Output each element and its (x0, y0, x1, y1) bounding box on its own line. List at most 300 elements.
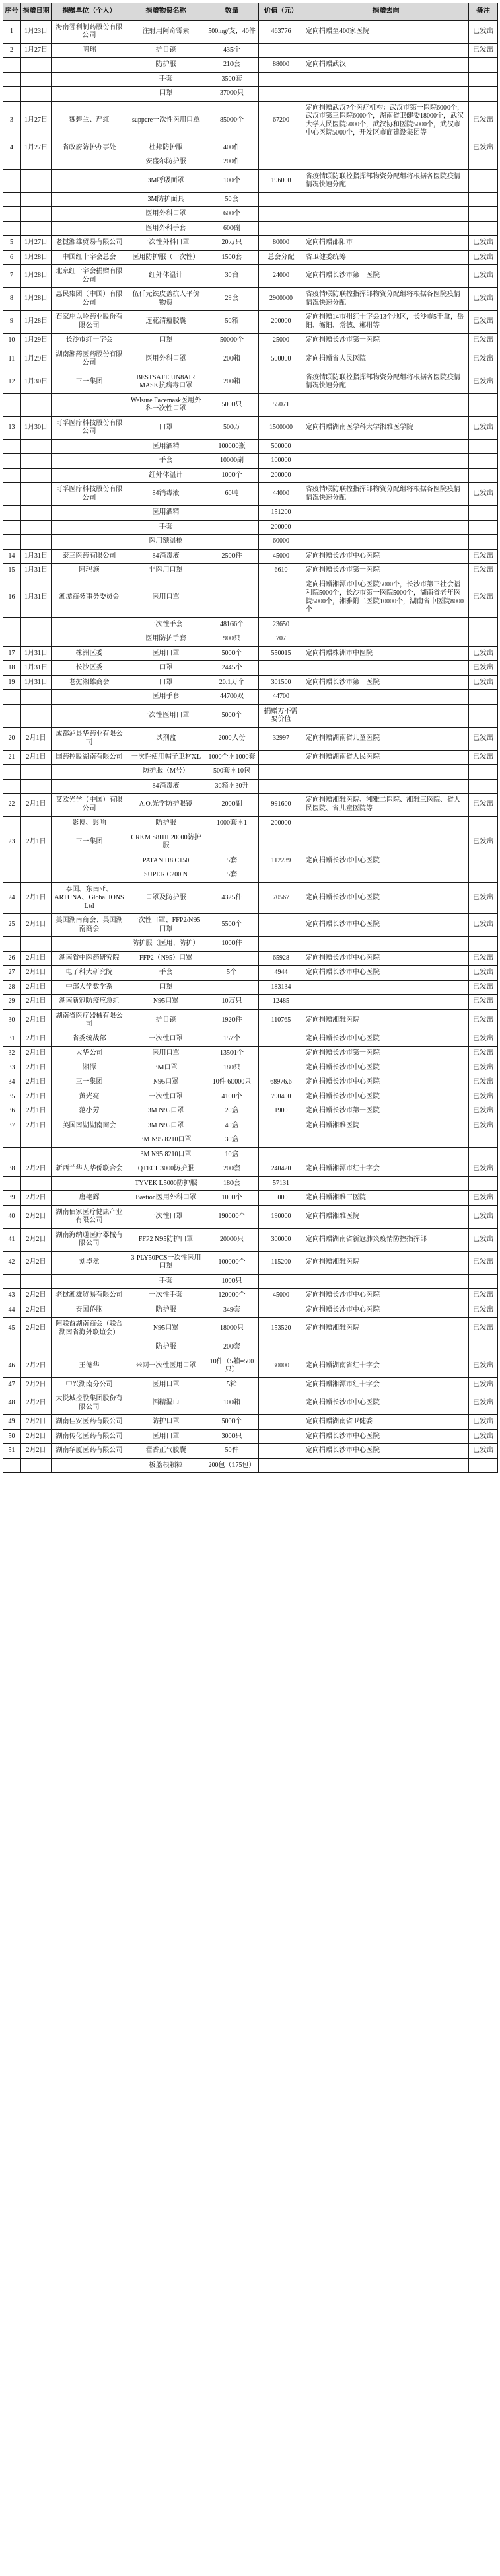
cell-no: 13 (3, 416, 21, 439)
cell-date (21, 155, 52, 170)
cell-no (3, 87, 21, 102)
cell-date: 2月1日 (21, 831, 52, 854)
cell-note: 已发出 (469, 1119, 498, 1133)
table-row (3, 43, 498, 58)
cell-no: 19 (3, 675, 21, 690)
cell-value: 196000 (259, 169, 303, 192)
cell-item: QTECH3000防护服 (127, 1162, 205, 1177)
cell-date: 1月28日 (21, 250, 52, 265)
cell-qty: 349套 (205, 1303, 259, 1318)
cell-qty: 2000人份 (205, 727, 259, 750)
cell-item: 手套 (127, 520, 205, 535)
cell-no (3, 704, 21, 727)
cell-no: 26 (3, 951, 21, 966)
cell-destination: 定向捐赠武汉 (303, 58, 469, 73)
cell-value: 200000 (259, 520, 303, 535)
cell-value: 44000 (259, 483, 303, 506)
cell-no (3, 468, 21, 483)
cell-date (21, 1176, 52, 1191)
cell-donor: 三一集团 (52, 1075, 127, 1090)
cell-qty: 5000只 (205, 393, 259, 416)
cell-item: 注射用阿奇霉素 (127, 20, 205, 43)
table-row (3, 564, 498, 578)
cell-no (3, 1147, 21, 1162)
cell-date: 2月1日 (21, 727, 52, 750)
cell-qty: 5000个 (205, 1415, 259, 1430)
cell-destination: 定向捐赠湘潭市红十字会 (303, 1377, 469, 1392)
cell-item: 防护服 (127, 1303, 205, 1318)
cell-date (21, 192, 52, 207)
cell-qty: 48166个 (205, 617, 259, 632)
cell-value: 110765 (259, 1009, 303, 1032)
cell-date: 1月28日 (21, 265, 52, 288)
cell-note (469, 617, 498, 632)
cell-destination (303, 980, 469, 995)
cell-note: 已发出 (469, 334, 498, 348)
cell-donor: 中部大学数学系 (52, 980, 127, 995)
cell-value: 500000 (259, 439, 303, 454)
cell-no (3, 817, 21, 831)
cell-destination: 定向捐赠湘雅医院、湘雅二医院、湘雅三医院、省人民医院、省儿童医院等 (303, 794, 469, 817)
cell-item: 医用手套 (127, 690, 205, 705)
table-header-row (3, 3, 498, 21)
cell-value (259, 43, 303, 58)
cell-date (21, 765, 52, 780)
cell-date: 2月1日 (21, 1032, 52, 1047)
cell-no: 43 (3, 1289, 21, 1303)
table-row (3, 980, 498, 995)
cell-donor: 黄光亮 (52, 1090, 127, 1104)
cell-destination (303, 87, 469, 102)
cell-qty: 1000套＊1 (205, 817, 259, 831)
cell-no: 23 (3, 831, 21, 854)
cell-destination (303, 535, 469, 550)
table-row (3, 236, 498, 251)
cell-date (21, 506, 52, 521)
cell-value: 67200 (259, 101, 303, 141)
cell-donor: 北京红十字会捐赠有限公司 (52, 265, 127, 288)
cell-date: 2月2日 (21, 1162, 52, 1177)
cell-item: N95口罩 (127, 1318, 205, 1340)
cell-value: 991600 (259, 794, 303, 817)
cell-date: 2月2日 (21, 1228, 52, 1251)
cell-no (3, 937, 21, 952)
cell-donor (52, 765, 127, 780)
cell-donor (52, 454, 127, 469)
cell-qty: 30盒 (205, 1133, 259, 1148)
cell-note: 已发出 (469, 43, 498, 58)
cell-date: 2月1日 (21, 951, 52, 966)
cell-item: 口罩 (127, 675, 205, 690)
cell-note (469, 1458, 498, 1473)
cell-no: 12 (3, 371, 21, 393)
cell-donor: 美国南湖湖南商会 (52, 1119, 127, 1133)
cell-destination: 定向捐赠湖南省儿童医院 (303, 727, 469, 750)
cell-donor: 王德华 (52, 1355, 127, 1377)
cell-destination (303, 765, 469, 780)
cell-qty: 180只 (205, 1061, 259, 1075)
cell-qty: 50箱 (205, 311, 259, 334)
cell-date: 2月2日 (21, 1429, 52, 1444)
cell-destination: 定向捐赠湖南省新冠肺炎疫情防控指挥部 (303, 1228, 469, 1251)
cell-destination (303, 520, 469, 535)
cell-item: 医用口罩 (127, 1047, 205, 1061)
cell-note: 已发出 (469, 1032, 498, 1047)
cell-item: 防护服 (127, 1340, 205, 1355)
cell-donor: 湖南佰家医疗健康产业有限公司 (52, 1205, 127, 1228)
cell-donor: 成都泸县华药业有限公司 (52, 727, 127, 750)
cell-item: CRKM S8IHL20000防护服 (127, 831, 205, 854)
cell-item: 一次性口罩、FFP2/N95口罩 (127, 914, 205, 937)
cell-date: 2月1日 (21, 995, 52, 1010)
cell-no: 44 (3, 1303, 21, 1318)
table-row (3, 101, 498, 141)
cell-qty: 5套 (205, 854, 259, 868)
cell-qty: 30台 (205, 265, 259, 288)
cell-item: 3M防护面具 (127, 192, 205, 207)
cell-note: 已发出 (469, 564, 498, 578)
cell-date (21, 454, 52, 469)
table-row (3, 1162, 498, 1177)
cell-item: 口罩 (127, 334, 205, 348)
cell-no: 14 (3, 549, 21, 564)
table-row (3, 1355, 498, 1377)
cell-no: 37 (3, 1119, 21, 1133)
cell-qty: 50件 (205, 1444, 259, 1459)
cell-qty: 120000个 (205, 1289, 259, 1303)
cell-donor (52, 1458, 127, 1473)
table-row (3, 1392, 498, 1415)
cell-no: 22 (3, 794, 21, 817)
cell-destination: 定向捐赠省人民医院 (303, 348, 469, 371)
table-row (3, 265, 498, 288)
cell-qty: 1000件 (205, 937, 259, 952)
cell-no (3, 765, 21, 780)
table-row (3, 1444, 498, 1459)
cell-donor: 三一集团 (52, 371, 127, 393)
cell-item: 口罩 (127, 661, 205, 676)
cell-donor: 惠民集团（中国）有限公司 (52, 288, 127, 311)
cell-donor: 湘潭商务事务委员会 (52, 578, 127, 617)
cell-note (469, 221, 498, 236)
table-row (3, 1176, 498, 1191)
cell-qty: 4325件 (205, 882, 259, 914)
cell-destination (303, 831, 469, 854)
cell-no (3, 192, 21, 207)
cell-destination: 定向捐赠湘雅医院 (303, 1318, 469, 1340)
cell-note: 已发出 (469, 882, 498, 914)
cell-destination: 定向捐赠湘潭市中心医院5000个，长沙市第三社会福利院5000个，长沙市第一医院5000个，湖南省老年医院5000个，湘雅附二医院10000个，湖南省中医院8000个 (303, 578, 469, 617)
cell-item: 口罩 (127, 87, 205, 102)
cell-destination: 定向捐赠湖南省红十字会 (303, 1355, 469, 1377)
cell-date: 2月1日 (21, 1090, 52, 1104)
cell-destination (303, 221, 469, 236)
cell-value: 1500000 (259, 416, 303, 439)
table-row (3, 995, 498, 1010)
cell-date (21, 87, 52, 102)
table-row (3, 393, 498, 416)
cell-qty: 435个 (205, 43, 259, 58)
cell-no: 10 (3, 334, 21, 348)
cell-no: 31 (3, 1032, 21, 1047)
cell-donor (52, 868, 127, 883)
cell-item: 非医用口罩 (127, 564, 205, 578)
table-row (3, 1303, 498, 1318)
table-row (3, 506, 498, 521)
cell-value (259, 1047, 303, 1061)
cell-no: 29 (3, 995, 21, 1010)
cell-item: 酒精湿巾 (127, 1392, 205, 1415)
cell-donor: 明瑞 (52, 43, 127, 58)
cell-item: 连花清瘟胶囊 (127, 311, 205, 334)
cell-no: 2 (3, 43, 21, 58)
cell-donor (52, 1147, 127, 1162)
cell-item: 手套 (127, 1274, 205, 1289)
cell-item: 医用外科手套 (127, 221, 205, 236)
cell-value (259, 1415, 303, 1430)
table-row (3, 1191, 498, 1206)
cell-donor (52, 632, 127, 647)
cell-value: 45000 (259, 549, 303, 564)
cell-qty: 5000个 (205, 646, 259, 661)
cell-destination (303, 1176, 469, 1191)
cell-donor (52, 1274, 127, 1289)
cell-value (259, 1061, 303, 1075)
table-row (3, 854, 498, 868)
cell-destination: 定向捐赠长沙市中心医院 (303, 1032, 469, 1047)
cell-item: 一次性口罩 (127, 1090, 205, 1104)
cell-no: 28 (3, 980, 21, 995)
cell-note: 已发出 (469, 250, 498, 265)
cell-destination (303, 817, 469, 831)
cell-destination: 定向捐赠长沙市第一医院 (303, 265, 469, 288)
header-value: 价值（元） (259, 3, 303, 21)
cell-no: 1 (3, 20, 21, 43)
cell-date (21, 690, 52, 705)
cell-qty: 100000瓶 (205, 439, 259, 454)
cell-date: 2月2日 (21, 1392, 52, 1415)
cell-destination: 省疫情联防联控指挥部物资分配组将根据各医院疫情情况快速分配 (303, 288, 469, 311)
cell-destination: 定向捐赠湘雅医院 (303, 1009, 469, 1032)
cell-note: 已发出 (469, 1228, 498, 1251)
cell-destination: 定向捐赠长沙市中心医院 (303, 1289, 469, 1303)
cell-item: 84消毒液 (127, 483, 205, 506)
cell-note: 已发出 (469, 1162, 498, 1177)
cell-value: 44700 (259, 690, 303, 705)
table-row (3, 334, 498, 348)
cell-no (3, 454, 21, 469)
cell-value (259, 1303, 303, 1318)
cell-value: 80000 (259, 236, 303, 251)
cell-destination (303, 468, 469, 483)
cell-qty: 500mg/支，40件 (205, 20, 259, 43)
cell-destination: 定向捐赠湘雅医院 (303, 1119, 469, 1133)
table-row (3, 1289, 498, 1303)
cell-note (469, 87, 498, 102)
table-row (3, 617, 498, 632)
table-row (3, 661, 498, 676)
donation-table (3, 3, 498, 1473)
cell-no: 16 (3, 578, 21, 617)
cell-value (259, 1032, 303, 1047)
cell-value: 200000 (259, 817, 303, 831)
cell-date (21, 937, 52, 952)
cell-donor: 老挝湘雄贸易有限公司 (52, 236, 127, 251)
cell-item: A.O.光学防护眼镜 (127, 794, 205, 817)
cell-note: 已发出 (469, 794, 498, 817)
cell-note: 已发出 (469, 1444, 498, 1459)
cell-no: 21 (3, 750, 21, 765)
cell-value: 57131 (259, 1176, 303, 1191)
cell-qty (205, 535, 259, 550)
table-row (3, 1061, 498, 1075)
cell-donor (52, 937, 127, 952)
cell-destination: 省疫情联防联控指挥部物资分配组将根据各医院疫情情况快速分配 (303, 169, 469, 192)
cell-qty: 50套 (205, 192, 259, 207)
cell-qty: 20000只 (205, 1228, 259, 1251)
cell-no: 4 (3, 141, 21, 155)
cell-qty: 5个 (205, 966, 259, 981)
cell-qty: 100000个 (205, 1251, 259, 1274)
cell-donor (52, 506, 127, 521)
cell-note: 已发出 (469, 1061, 498, 1075)
cell-destination (303, 690, 469, 705)
cell-donor: 石家庄以岭药业股份有限公司 (52, 311, 127, 334)
cell-note: 已发出 (469, 1090, 498, 1104)
table-row (3, 951, 498, 966)
table-row (3, 468, 498, 483)
cell-qty: 900只 (205, 632, 259, 647)
cell-item: 防护服 (127, 58, 205, 73)
cell-qty: 10件（5箱=500只） (205, 1355, 259, 1377)
cell-destination (303, 617, 469, 632)
cell-item: 医用外科口罩 (127, 348, 205, 371)
cell-destination: 定向捐赠邵阳市 (303, 236, 469, 251)
cell-qty: 1000个＊1000套 (205, 750, 259, 765)
cell-qty: 200包（175包） (205, 1458, 259, 1473)
cell-item: Bastion医用外科口罩 (127, 1191, 205, 1206)
cell-value: 240420 (259, 1162, 303, 1177)
cell-date: 2月2日 (21, 1191, 52, 1206)
cell-value: 60000 (259, 535, 303, 550)
cell-date: 2月2日 (21, 1444, 52, 1459)
cell-value: 32997 (259, 727, 303, 750)
cell-no (3, 632, 21, 647)
cell-value (259, 1340, 303, 1355)
header-date: 捐赠日期 (21, 3, 52, 21)
cell-no (3, 1133, 21, 1148)
cell-note: 已发出 (469, 101, 498, 141)
cell-no (3, 779, 21, 794)
cell-note (469, 192, 498, 207)
cell-no: 36 (3, 1104, 21, 1119)
cell-date: 2月2日 (21, 1205, 52, 1228)
cell-note: 已发出 (469, 1355, 498, 1377)
cell-qty: 157个 (205, 1032, 259, 1047)
cell-value (259, 1377, 303, 1392)
cell-value: 790400 (259, 1090, 303, 1104)
cell-date: 2月1日 (21, 794, 52, 817)
cell-date (21, 1274, 52, 1289)
cell-value: 301500 (259, 675, 303, 690)
cell-no: 6 (3, 250, 21, 265)
cell-destination (303, 393, 469, 416)
cell-destination: 定向捐赠湖南省卫健委 (303, 1415, 469, 1430)
cell-note: 已发出 (469, 1318, 498, 1340)
cell-item: 3M N95 8210口罩 (127, 1133, 205, 1148)
cell-note: 已发出 (469, 646, 498, 661)
cell-date (21, 483, 52, 506)
cell-destination: 定向捐赠长沙市中心医院 (303, 1392, 469, 1415)
cell-value: 100000 (259, 454, 303, 469)
cell-item: 红外体温计 (127, 468, 205, 483)
cell-qty: 5套 (205, 868, 259, 883)
cell-date: 1月27日 (21, 101, 52, 141)
cell-date: 2月1日 (21, 914, 52, 937)
cell-value: 5000 (259, 1191, 303, 1206)
cell-date (21, 779, 52, 794)
cell-date (21, 868, 52, 883)
cell-note (469, 535, 498, 550)
cell-qty: 3500套 (205, 72, 259, 87)
cell-value: 463776 (259, 20, 303, 43)
cell-value: 45000 (259, 1289, 303, 1303)
table-row (3, 578, 498, 617)
cell-destination (303, 454, 469, 469)
cell-qty: 29套 (205, 288, 259, 311)
cell-qty (205, 980, 259, 995)
header-qty: 数量 (205, 3, 259, 21)
table-row (3, 690, 498, 705)
cell-destination (303, 207, 469, 222)
cell-qty (205, 564, 259, 578)
cell-destination: 定向捐赠长沙市中心医院 (303, 854, 469, 868)
cell-note (469, 690, 498, 705)
cell-donor: 湖南新冠防疫应急组 (52, 995, 127, 1010)
cell-destination (303, 632, 469, 647)
cell-qty (205, 831, 259, 854)
cell-qty: 3000只 (205, 1429, 259, 1444)
cell-no (3, 1274, 21, 1289)
cell-no: 24 (3, 882, 21, 914)
cell-qty: 30箱＊30升 (205, 779, 259, 794)
cell-qty: 180套 (205, 1176, 259, 1191)
cell-date: 1月28日 (21, 288, 52, 311)
cell-no (3, 520, 21, 535)
cell-qty: 5000个 (205, 704, 259, 727)
cell-item: 一次性使用帽子卫材XL (127, 750, 205, 765)
cell-value (259, 155, 303, 170)
cell-destination: 定向捐赠武汉7个医疗机构：武汉市第一医院6000个，武汉市第三医院6000个，湖南省卫健委18000个，武汉大学人民医院5000个，武汉协和医院5000个，武汉市中心医院5000个，开发区市商建设集团等 (303, 101, 469, 141)
cell-value: 200000 (259, 468, 303, 483)
cell-item: 医用额温枪 (127, 535, 205, 550)
cell-value (259, 1444, 303, 1459)
cell-date: 2月1日 (21, 1119, 52, 1133)
table-row (3, 549, 498, 564)
cell-value: 12485 (259, 995, 303, 1010)
cell-qty (205, 578, 259, 617)
cell-value: 115200 (259, 1251, 303, 1274)
cell-no: 41 (3, 1228, 21, 1251)
cell-no (3, 58, 21, 73)
cell-destination: 定向捐赠湖南医学科大学湘雅医学院 (303, 416, 469, 439)
cell-note: 已发出 (469, 995, 498, 1010)
cell-note: 已发出 (469, 578, 498, 617)
cell-note: 已发出 (469, 236, 498, 251)
cell-destination (303, 995, 469, 1010)
cell-item: 一次性医用口罩 (127, 704, 205, 727)
cell-destination (303, 937, 469, 952)
